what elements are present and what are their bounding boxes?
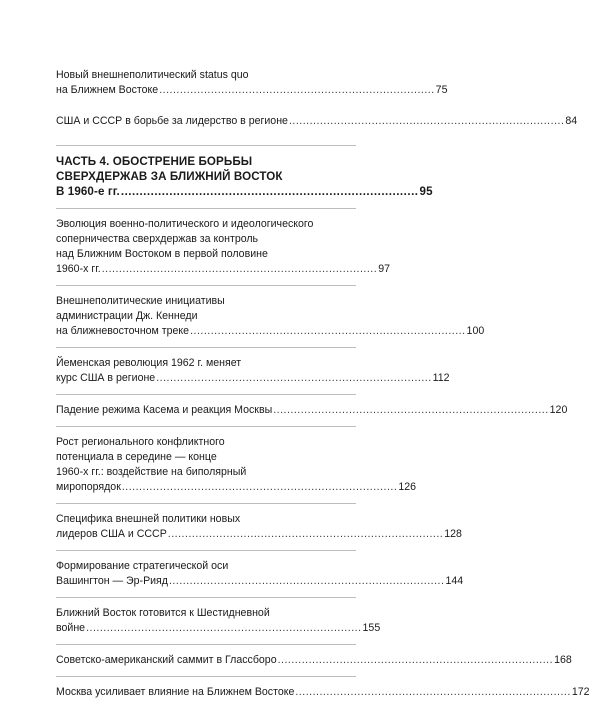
toc-entry-title: Москва усиливает влияние на Ближнем Востоке [56, 686, 295, 698]
page-number: 75 [435, 84, 448, 96]
toc-entry-line: над Ближним Востоком в первой половине [56, 248, 268, 260]
table-of-contents [56, 68, 590, 708]
chapter-heading-line: ЧАСТЬ 4. ОБОСТРЕНИЕ БОРЬБЫ [56, 155, 253, 168]
toc-entry [56, 559, 464, 589]
toc-entry-line: Йеменская революция 1962 г. меняет [56, 357, 242, 369]
toc-entry [56, 294, 485, 339]
page-number: 100 [466, 325, 485, 337]
toc-entry [56, 435, 416, 495]
toc-entry-line: Внешнеполитические инициативы [56, 295, 225, 307]
toc-entry-line: Формирование стратегической оси [56, 560, 229, 572]
toc-entry-title: Советско-американский саммит в Глассборо [56, 654, 277, 666]
toc-entry-title: лидеров США и СССР [56, 528, 167, 540]
toc-entry [56, 685, 590, 700]
divider [56, 208, 356, 209]
leader-dots: ................................................................................ [86, 622, 362, 634]
divider [56, 550, 356, 551]
page-number: 126 [398, 481, 416, 493]
page-number: 97 [378, 263, 390, 275]
toc-entry-title: войне [56, 622, 86, 634]
toc-entry-title: на Ближнем Востоке [56, 84, 159, 96]
toc-entry-line: соперничества сверхдержав за контроль [56, 233, 259, 245]
toc-entry-line: администрации Дж. Кеннеди [56, 310, 198, 322]
leader-dots: ................................................................................ [273, 404, 549, 416]
toc-entry [56, 403, 568, 418]
toc-entry [56, 114, 578, 129]
page-number: 120 [549, 404, 568, 416]
divider [56, 597, 356, 598]
page-number: 155 [362, 622, 381, 634]
toc-entry [56, 356, 450, 386]
toc-entry-title: на ближневосточном треке [56, 325, 190, 337]
page-number: 168 [554, 654, 572, 666]
toc-entry [56, 217, 390, 277]
toc-entry-title: США и СССР в борьбе за лидерство в регионе [56, 115, 288, 127]
leader-dots: ................................................................................ [167, 528, 444, 540]
toc-entry-title: миропорядок [56, 481, 121, 493]
leader-dots: ................................................................................ [295, 686, 571, 698]
page-number: 84 [565, 115, 578, 127]
toc-entry-line: Рост регионального конфликтного [56, 436, 225, 448]
page-number: 144 [445, 575, 464, 587]
leader-dots: ................................................................................ [101, 263, 378, 275]
divider [56, 676, 356, 677]
divider [56, 503, 356, 504]
toc-entry-line: потенциала в середине — конце [56, 451, 217, 463]
divider [56, 145, 356, 146]
toc-entry [56, 68, 448, 98]
toc-entry [56, 606, 381, 636]
chapter-heading-line: СВЕРХДЕРЖАВ ЗА БЛИЖНИЙ ВОСТОК [56, 170, 283, 183]
toc-entry-line: Специфика внешней политики новых [56, 513, 241, 525]
toc-entry-line: 1960-х гг.: воздействие на биполярный [56, 466, 247, 478]
toc-entry-title: курс США в регионе [56, 372, 156, 384]
divider [56, 426, 356, 427]
toc-entry-line: Новый внешнеполитический status quo [56, 69, 249, 81]
toc-entry [56, 512, 462, 542]
leader-dots: ................................................................................ [159, 84, 435, 96]
divider [56, 394, 356, 395]
leader-dots: ................................................................................ [190, 325, 466, 337]
page-number: 95 [419, 185, 433, 198]
leader-dots: ................................................................................ [121, 481, 398, 493]
page-number: 128 [444, 528, 462, 540]
divider [56, 644, 356, 645]
leader-dots: ................................................................................ [120, 185, 419, 198]
chapter-heading [56, 154, 433, 199]
toc-entry [56, 653, 572, 668]
divider [56, 347, 356, 348]
page-number: 172 [571, 686, 590, 698]
leader-dots: ................................................................................ [277, 654, 554, 666]
leader-dots: ................................................................................ [156, 372, 432, 384]
toc-entry-title: Падение режима Касема и реакция Москвы [56, 404, 273, 416]
toc-entry-line: Эволюция военно-политического и идеологического [56, 218, 314, 230]
leader-dots: ................................................................................ [168, 575, 445, 587]
chapter-heading-line: В 1960-е гг. [56, 185, 120, 198]
toc-entry-line: Ближний Восток готовится к Шестидневной [56, 607, 270, 619]
divider [56, 285, 356, 286]
leader-dots: ................................................................................ [288, 115, 565, 127]
toc-entry-title: Вашингтон — Эр-Рияд [56, 575, 168, 587]
page-number: 112 [432, 372, 450, 384]
toc-entry-title: 1960-х гг. [56, 263, 101, 275]
